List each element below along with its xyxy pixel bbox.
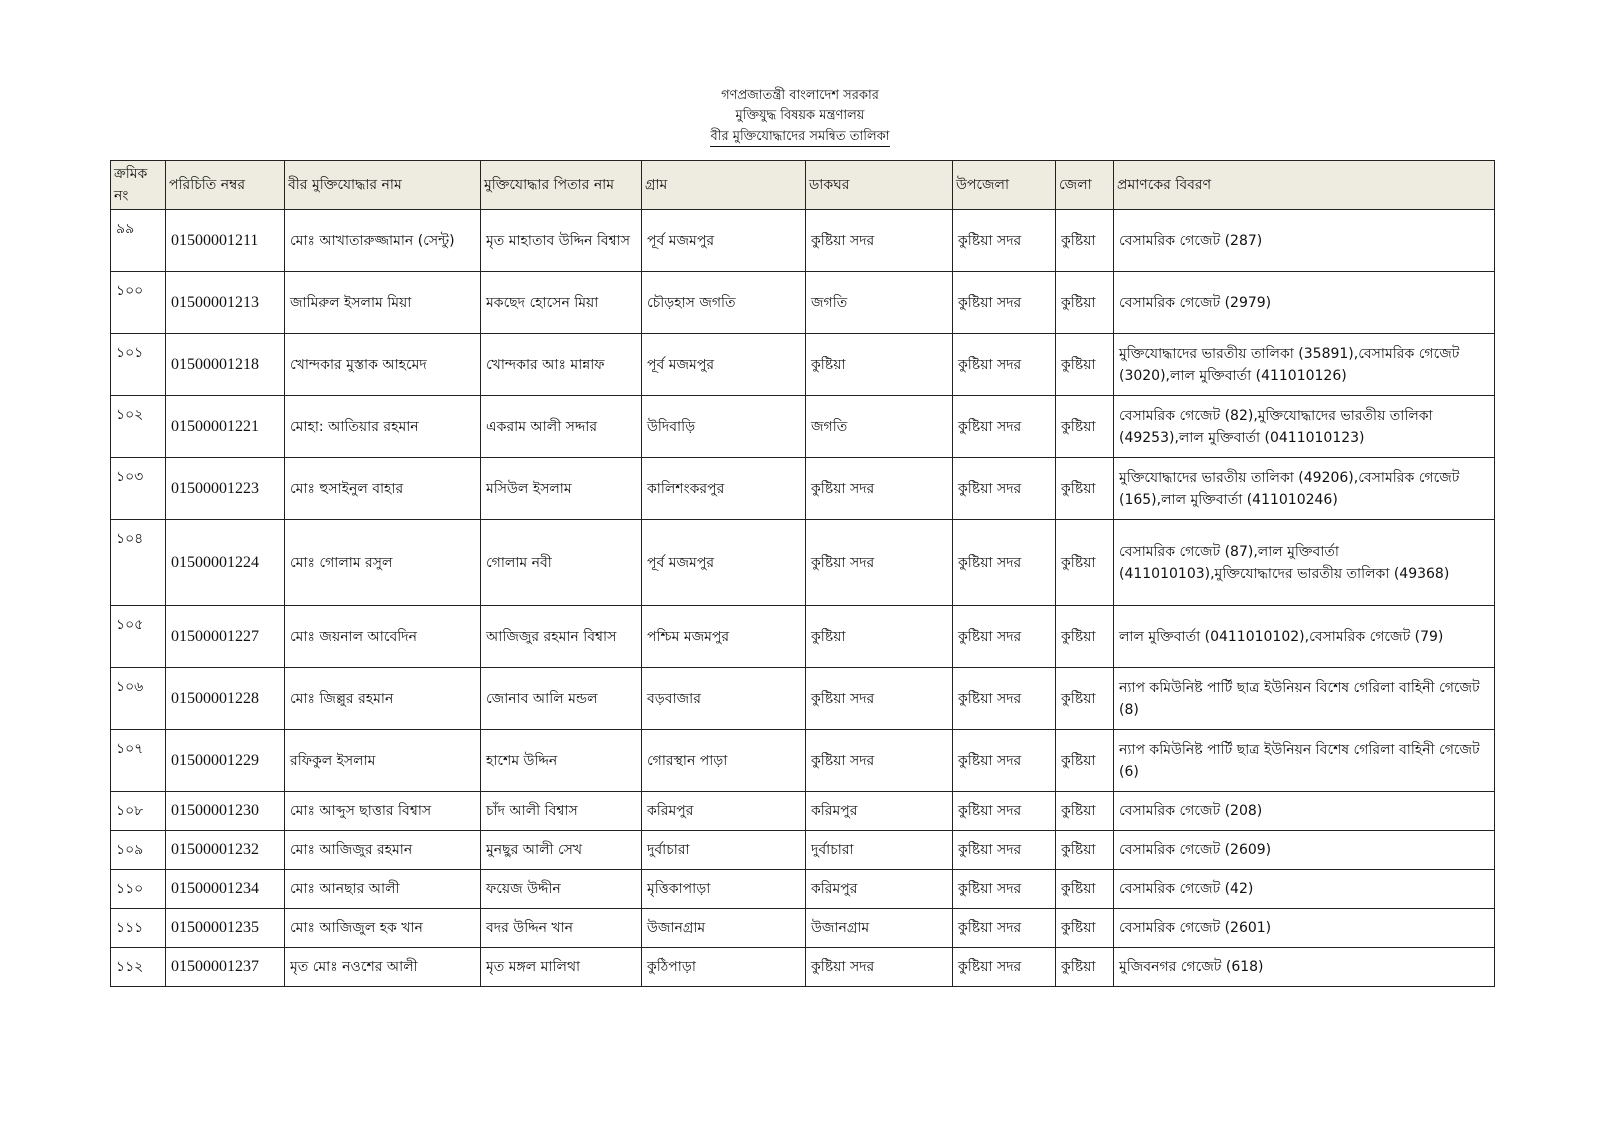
cell-id: 01500001235	[166, 909, 285, 948]
cell-name: মোঃ জিল্লুর রহমান	[285, 668, 481, 730]
cell-district: কুষ্টিয়া	[1056, 272, 1114, 334]
table-row	[111, 831, 1495, 870]
cell-upazila: কুষ্টিয়া সদর	[953, 396, 1056, 458]
cell-serial: ১১০	[111, 870, 166, 909]
cell-serial: ১০১	[111, 334, 166, 396]
table-row	[111, 334, 1495, 396]
cell-father: মৃত মঙ্গল মালিথা	[481, 948, 642, 987]
cell-post: দুর্বাচারা	[806, 831, 953, 870]
column-header-father: মুক্তিযোদ্ধার পিতার নাম	[481, 161, 642, 210]
cell-village: কুঠিপাড়া	[642, 948, 806, 987]
cell-id: 01500001218	[166, 334, 285, 396]
cell-village: চৌড়হাস জগতি	[642, 272, 806, 334]
cell-id: 01500001224	[166, 520, 285, 606]
table-row	[111, 272, 1495, 334]
cell-district: কুষ্টিয়া	[1056, 396, 1114, 458]
cell-name: মোঃ আনছার আলী	[285, 870, 481, 909]
cell-district: কুষ্টিয়া	[1056, 909, 1114, 948]
cell-district: কুষ্টিয়া	[1056, 948, 1114, 987]
cell-serial: ১০৪	[111, 520, 166, 606]
cell-id: 01500001237	[166, 948, 285, 987]
cell-upazila: কুষ্টিয়া সদর	[953, 458, 1056, 520]
cell-proof: ন্যাপ কমিউনিষ্ট পার্টি ছাত্র ইউনিয়ন বিশেষ গেরিলা বাহিনী গেজেট (6)	[1114, 730, 1495, 792]
cell-post: কুষ্টিয়া	[806, 334, 953, 396]
government-title: গণপ্রজাতন্ত্রী বাংলাদেশ সরকার	[721, 88, 879, 103]
cell-district: কুষ্টিয়া	[1056, 730, 1114, 792]
cell-upazila: কুষ্টিয়া সদর	[953, 606, 1056, 668]
cell-serial: ১০৭	[111, 730, 166, 792]
cell-name: মোঃ হুসাইনুল বাহার	[285, 458, 481, 520]
cell-father: মুনছুর আলী সেখ	[481, 831, 642, 870]
cell-serial: ১১২	[111, 948, 166, 987]
cell-village: গোরস্থান পাড়া	[642, 730, 806, 792]
cell-upazila: কুষ্টিয়া সদর	[953, 272, 1056, 334]
table-body	[111, 210, 1495, 987]
cell-father: মকছেদ হোসেন মিয়া	[481, 272, 642, 334]
cell-district: কুষ্টিয়া	[1056, 334, 1114, 396]
cell-proof: মুক্তিযোদ্ধাদের ভারতীয় তালিকা (35891),বেসামরিক গেজেট (3020),লাল মুক্তিবার্তা (411010126)	[1114, 334, 1495, 396]
cell-name: খোন্দকার মুস্তাক আহমেদ	[285, 334, 481, 396]
cell-post: কুষ্টিয়া	[806, 606, 953, 668]
cell-proof: বেসামরিক গেজেট (87),লাল মুক্তিবার্তা (411010103),মুক্তিযোদ্ধাদের ভারতীয় তালিকা (49368)	[1114, 520, 1495, 606]
cell-proof: বেসামরিক গেজেট (42)	[1114, 870, 1495, 909]
cell-father: জোনাব আলি মন্ডল	[481, 668, 642, 730]
cell-post: উজানগ্রাম	[806, 909, 953, 948]
cell-upazila: কুষ্টিয়া সদর	[953, 210, 1056, 272]
cell-id: 01500001223	[166, 458, 285, 520]
cell-serial: ১০০	[111, 272, 166, 334]
table-row	[111, 870, 1495, 909]
column-header-upazila: উপজেলা	[953, 161, 1056, 210]
cell-post: জগতি	[806, 396, 953, 458]
table-row	[111, 730, 1495, 792]
cell-name: মোঃ আজিজুর রহমান	[285, 831, 481, 870]
cell-proof: ন্যাপ কমিউনিষ্ট পার্টি ছাত্র ইউনিয়ন বিশেষ গেরিলা বাহিনী গেজেট (8)	[1114, 668, 1495, 730]
column-header-serial: ক্রমিক নং	[111, 161, 166, 210]
column-header-post: ডাকঘর	[806, 161, 953, 210]
cell-upazila: কুষ্টিয়া সদর	[953, 831, 1056, 870]
cell-village: বড়বাজার	[642, 668, 806, 730]
cell-name: মোঃ জয়নাল আবেদিন	[285, 606, 481, 668]
cell-proof: লাল মুক্তিবার্তা (0411010102),বেসামরিক গেজেট (79)	[1114, 606, 1495, 668]
table-row	[111, 458, 1495, 520]
cell-post: কুষ্টিয়া সদর	[806, 458, 953, 520]
cell-district: কুষ্টিয়া	[1056, 668, 1114, 730]
cell-village: পূর্ব মজমপুর	[642, 520, 806, 606]
cell-proof: বেসামরিক গেজেট (208)	[1114, 792, 1495, 831]
cell-serial: ১০৩	[111, 458, 166, 520]
table-row	[111, 210, 1495, 272]
cell-upazila: কুষ্টিয়া সদর	[953, 870, 1056, 909]
cell-proof: বেসামরিক গেজেট (82),মুক্তিযোদ্ধাদের ভারতীয় তালিকা (49253),লাল মুক্তিবার্তা (0411010123)	[1114, 396, 1495, 458]
column-header-id: পরিচিতি নম্বর	[166, 161, 285, 210]
cell-district: কুষ্টিয়া	[1056, 870, 1114, 909]
cell-post: কুষ্টিয়া সদর	[806, 948, 953, 987]
cell-name: মোঃ আব্দুস ছাত্তার বিশ্বাস	[285, 792, 481, 831]
cell-serial: ১০৬	[111, 668, 166, 730]
cell-post: কুষ্টিয়া সদর	[806, 210, 953, 272]
cell-name: মৃত মোঃ নওশের আলী	[285, 948, 481, 987]
cell-name: মোঃ আখাতারুজ্জামান (সেন্টু)	[285, 210, 481, 272]
cell-village: উজানগ্রাম	[642, 909, 806, 948]
cell-father: গোলাম নবী	[481, 520, 642, 606]
cell-id: 01500001213	[166, 272, 285, 334]
cell-village: কালিশংকরপুর	[642, 458, 806, 520]
cell-district: কুষ্টিয়া	[1056, 520, 1114, 606]
cell-father: বদর উদ্দিন খান	[481, 909, 642, 948]
cell-name: মোঃ গোলাম রসুল	[285, 520, 481, 606]
cell-upazila: কুষ্টিয়া সদর	[953, 668, 1056, 730]
cell-father: খোন্দকার আঃ মান্নাফ	[481, 334, 642, 396]
cell-serial: ১০২	[111, 396, 166, 458]
list-title: বীর মুক্তিযোদ্ধাদের সমন্বিত তালিকা	[710, 128, 889, 147]
table-row	[111, 909, 1495, 948]
cell-serial: ১০৫	[111, 606, 166, 668]
cell-village: পশ্চিম মজমপুর	[642, 606, 806, 668]
cell-upazila: কুষ্টিয়া সদর	[953, 792, 1056, 831]
cell-post: করিমপুর	[806, 792, 953, 831]
cell-village: পূর্ব মজমপুর	[642, 210, 806, 272]
cell-proof: বেসামরিক গেজেট (287)	[1114, 210, 1495, 272]
cell-father: একরাম আলী সদ্দার	[481, 396, 642, 458]
cell-father: মসিউল ইসলাম	[481, 458, 642, 520]
cell-id: 01500001221	[166, 396, 285, 458]
cell-upazila: কুষ্টিয়া সদর	[953, 909, 1056, 948]
cell-id: 01500001228	[166, 668, 285, 730]
ministry-title: মুক্তিযুদ্ধ বিষয়ক মন্ত্রণালয়	[735, 108, 865, 123]
document-header	[0, 86, 1600, 147]
cell-upazila: কুষ্টিয়া সদর	[953, 948, 1056, 987]
cell-district: কুষ্টিয়া	[1056, 458, 1114, 520]
cell-district: কুষ্টিয়া	[1056, 606, 1114, 668]
cell-name: মোহা: আতিয়ার রহমান	[285, 396, 481, 458]
cell-name: জামিরুল ইসলাম মিয়া	[285, 272, 481, 334]
cell-serial: ১০৯	[111, 831, 166, 870]
table-row	[111, 668, 1495, 730]
cell-village: মৃত্তিকাপাড়া	[642, 870, 806, 909]
cell-proof: বেসামরিক গেজেট (2979)	[1114, 272, 1495, 334]
freedom-fighters-table	[110, 160, 1495, 987]
table-row	[111, 948, 1495, 987]
cell-village: দুর্বাচারা	[642, 831, 806, 870]
cell-id: 01500001229	[166, 730, 285, 792]
cell-district: কুষ্টিয়া	[1056, 210, 1114, 272]
cell-post: কুষ্টিয়া সদর	[806, 668, 953, 730]
column-header-village: গ্রাম	[642, 161, 806, 210]
cell-id: 01500001234	[166, 870, 285, 909]
column-header-name: বীর মুক্তিযোদ্ধার নাম	[285, 161, 481, 210]
cell-village: করিমপুর	[642, 792, 806, 831]
cell-post: জগতি	[806, 272, 953, 334]
cell-serial: ১১১	[111, 909, 166, 948]
cell-post: কুষ্টিয়া সদর	[806, 730, 953, 792]
cell-upazila: কুষ্টিয়া সদর	[953, 730, 1056, 792]
cell-id: 01500001211	[166, 210, 285, 272]
cell-name: রফিকুল ইসলাম	[285, 730, 481, 792]
cell-post: করিমপুর	[806, 870, 953, 909]
cell-village: পূর্ব মজমপুর	[642, 334, 806, 396]
cell-district: কুষ্টিয়া	[1056, 831, 1114, 870]
cell-father: মৃত মাহাতাব উদ্দিন বিশ্বাস	[481, 210, 642, 272]
cell-serial: ৯৯	[111, 210, 166, 272]
table-row	[111, 606, 1495, 668]
cell-post: কুষ্টিয়া সদর	[806, 520, 953, 606]
cell-proof: বেসামরিক গেজেট (2609)	[1114, 831, 1495, 870]
cell-id: 01500001232	[166, 831, 285, 870]
table-header-row	[111, 161, 1495, 210]
table-row	[111, 792, 1495, 831]
table-row	[111, 396, 1495, 458]
cell-id: 01500001227	[166, 606, 285, 668]
column-header-proof: প্রমাণকের বিবরণ	[1114, 161, 1495, 210]
cell-upazila: কুষ্টিয়া সদর	[953, 520, 1056, 606]
cell-serial: ১০৮	[111, 792, 166, 831]
column-header-district: জেলা	[1056, 161, 1114, 210]
cell-father: ফয়েজ উদ্দীন	[481, 870, 642, 909]
cell-id: 01500001230	[166, 792, 285, 831]
cell-proof: বেসামরিক গেজেট (2601)	[1114, 909, 1495, 948]
cell-father: আজিজুর রহমান বিশ্বাস	[481, 606, 642, 668]
cell-district: কুষ্টিয়া	[1056, 792, 1114, 831]
cell-name: মোঃ আজিজুল হক খান	[285, 909, 481, 948]
cell-upazila: কুষ্টিয়া সদর	[953, 334, 1056, 396]
cell-father: হাশেম উদ্দিন	[481, 730, 642, 792]
cell-proof: মুক্তিযোদ্ধাদের ভারতীয় তালিকা (49206),বেসামরিক গেজেট (165),লাল মুক্তিবার্তা (411010246)	[1114, 458, 1495, 520]
cell-proof: মুজিবনগর গেজেট (618)	[1114, 948, 1495, 987]
cell-father: চাঁদ আলী বিশ্বাস	[481, 792, 642, 831]
table-row	[111, 520, 1495, 606]
cell-village: উদিবাড়ি	[642, 396, 806, 458]
